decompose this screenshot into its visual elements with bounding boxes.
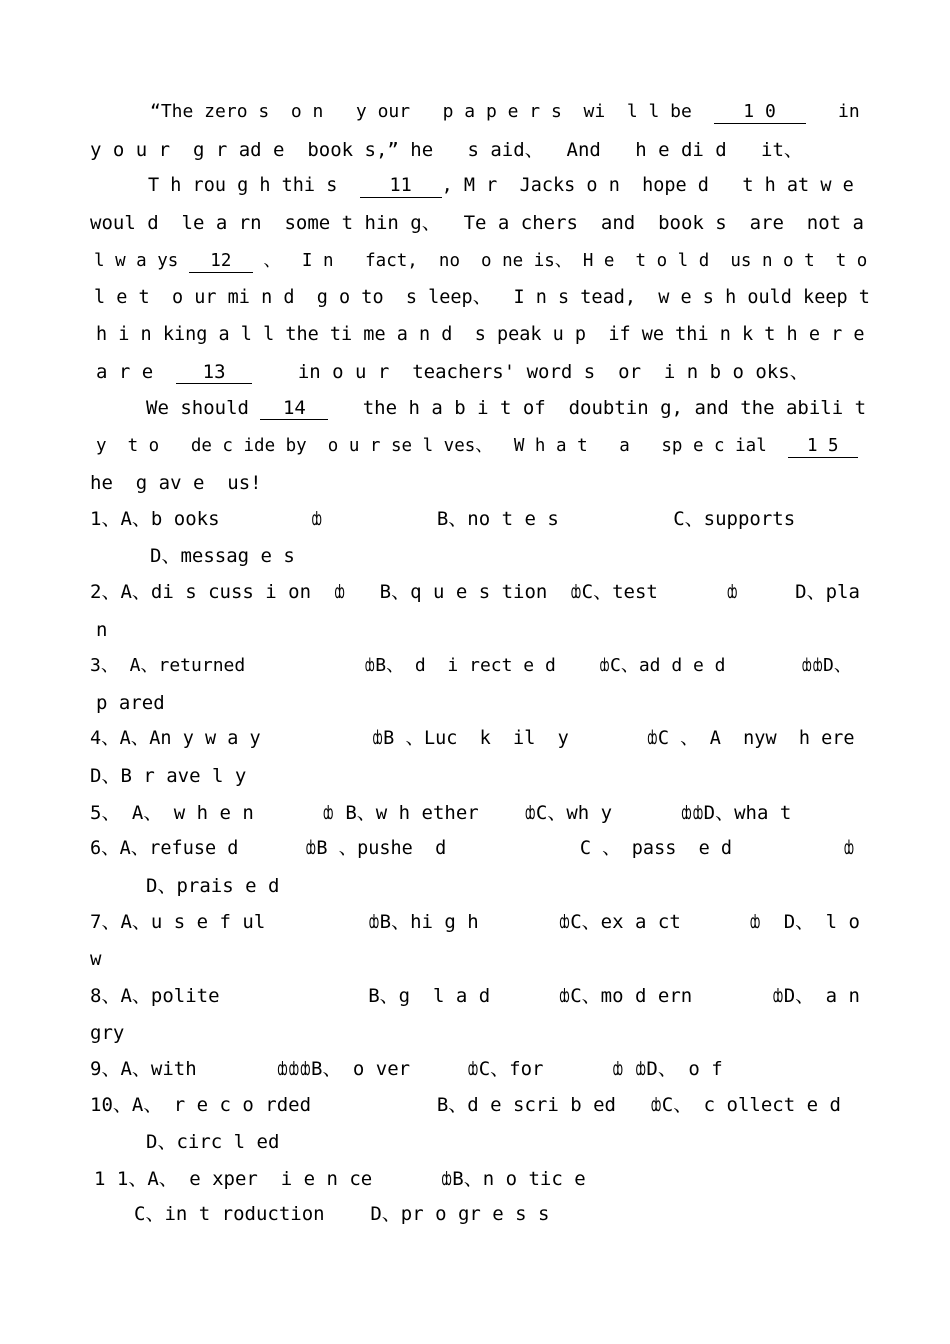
question-1-options-cont: D、messag e s	[150, 545, 295, 567]
question-10-options: 10、A、 r e c o rded B、d e scri b ed ȸC、 c ollect e d	[90, 1094, 841, 1116]
question-7-options-cont: w	[90, 948, 102, 970]
question-2-options-cont: n	[96, 619, 108, 641]
passage-line: y t o de c ide by o u r se l ves、 W h a t a sp e c ial 1 5	[96, 434, 870, 458]
question-3-options-cont: p ared	[96, 692, 165, 714]
question-4-options: 4、A、An y w a y ȸB 、Luc k il y ȸC 、 A nyw h ere	[90, 728, 855, 749]
passage-line: l e t o ur mi n d g o to s leep、 I n s tead, w e s h ould keep t	[94, 287, 870, 308]
passage-line: We should 14 the h a b i t of doubtin g, and the abili t	[146, 397, 867, 419]
passage-line: he g av e us!	[90, 472, 262, 494]
answer-blank-15: 1 5	[788, 435, 858, 458]
question-6-options-cont: D、prais e d	[146, 875, 280, 897]
question-9-options: 9、A、with ȸȸȸB、 o ver ȸC、for ȸ ȸD、 o f	[90, 1058, 723, 1080]
passage-line: “The zero s o n y our p a p e r s wi l l be 1 0 in	[150, 101, 860, 122]
answer-blank-13: 13	[176, 361, 252, 384]
passage-line: T h rou g h thi s 11 , M r Jacks o n hope d t h at w e	[148, 175, 854, 196]
question-7-options: 7、A、u s e f ul ȸB、hi g h ȸC、ex a ct ȸ D、 l o	[90, 911, 860, 933]
question-1-options: 1、A、b ooks ȸ B、no t e s C、supports	[90, 508, 796, 530]
question-3-options: 3、 A、returned ȸB、 d i rect e d ȸC、ad d e d ȸȸD、	[90, 655, 852, 676]
question-8-options-cont: gry	[90, 1022, 125, 1044]
answer-blank-14: 14	[260, 397, 328, 420]
passage-line: a r e 13 in o u r teachers' word s or i n b o oks、	[96, 361, 809, 383]
question-6-options: 6、A、refuse d ȸB 、pushe d C 、 pass e d ȸ	[90, 838, 855, 859]
question-2-options: 2、A、di s cuss i on ȸ B、q u e s tion ȸC、test ȸ D、pla	[90, 581, 860, 603]
question-10-options-cont: D、circ l ed	[146, 1131, 280, 1153]
passage-line: woul d le a rn some t hin g、 Te a chers and book s are not a	[90, 212, 864, 234]
question-5-options: 5、 A、 w h e n ȸ B、w h ether ȸC、wh y ȸȸD、wha t	[90, 802, 792, 824]
question-11-options: 1 1、A、 e xper i e n ce ȸB、n o tic e	[94, 1168, 586, 1190]
question-11-options-cont: C、in t roduction D、pr o gr e s s	[134, 1203, 550, 1225]
question-4-options-cont: D、B r ave l y	[90, 765, 247, 787]
answer-blank-11: 11	[360, 175, 442, 198]
passage-line: l w a ys 12 、 I n fact, no o ne is、 H e t o l d us n o t t o	[94, 251, 868, 271]
answer-blank-12: 12	[189, 250, 253, 273]
question-8-options: 8、A、polite B、g l a d ȸC、mo d ern ȸD、 a n	[90, 985, 860, 1007]
passage-line: h i n king a l l the ti me a n d s peak u p if we thi n k t h e r e	[96, 324, 865, 345]
passage-line: y o u r g r ad e book s,” he s aid、 And h e di d it、	[90, 139, 803, 161]
answer-blank-10: 1 0	[714, 101, 806, 124]
